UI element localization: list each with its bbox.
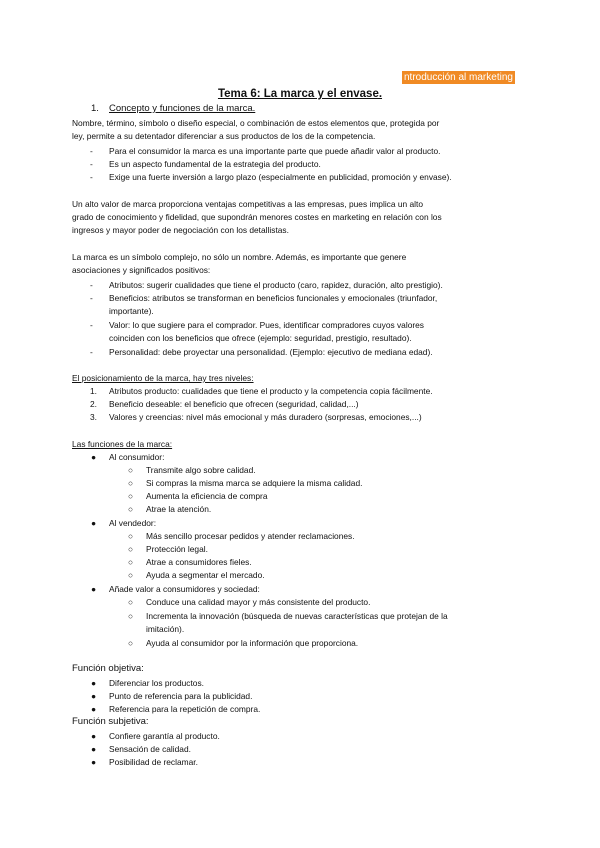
filled-bullet: ● (91, 452, 97, 462)
list-item: Beneficios: atributos se transforman en beneficios funcionales y emocionales (triunfador, (109, 293, 438, 303)
list-item: Confiere garantía al producto. (109, 731, 220, 741)
list-item: Protección legal. (146, 544, 208, 554)
list-item: Personalidad: debe proyectar una personalidad. (Ejemplo: ejecutivo de mediana edad). (109, 347, 433, 357)
course-tag: ntroducción al marketing (404, 72, 513, 83)
dash-bullet: - (90, 146, 93, 156)
list-item: Si compras la misma marca se adquiere la misma calidad. (146, 478, 363, 488)
filled-bullet: ● (91, 757, 97, 767)
filled-bullet: ● (91, 744, 97, 754)
hollow-bullet: ○ (128, 478, 134, 488)
list-item: Más sencillo procesar pedidos y atender reclamaciones. (146, 531, 355, 541)
paragraph-line: grado de conocimiento y fidelidad, que supondrán menores costes en marketing en relación con los (72, 212, 442, 222)
list-item: Atrae la atención. (146, 504, 212, 514)
subsection-heading: Función objetiva: (72, 663, 144, 674)
list-item: Incrementa la innovación (búsqueda de nuevas características que protejan de la (146, 611, 448, 621)
filled-bullet: ● (91, 704, 97, 714)
list-item: Es un aspecto fundamental de la estrategia del producto. (109, 159, 321, 169)
list-item: Sensación de calidad. (109, 744, 191, 754)
paragraph-line: La marca es un símbolo complejo, no sólo un nombre. Además, es importante que genere (72, 252, 407, 262)
list-item-continuation: importante). (109, 306, 154, 316)
list-item: Atributos producto: cualidades que tiene el producto y la competencia copia fácilmente. (109, 386, 433, 396)
list-item: Ayuda al consumidor por la información que proporciona. (146, 638, 359, 648)
list-number: 3. (90, 412, 97, 422)
hollow-bullet: ○ (128, 491, 134, 501)
hollow-bullet: ○ (128, 544, 134, 554)
hollow-bullet: ○ (128, 611, 134, 621)
hollow-bullet: ○ (128, 638, 134, 648)
subsection-heading: El posicionamiento de la marca, hay tres niveles: (72, 373, 254, 383)
list-item: Beneficio deseable: el beneficio que ofrecen (seguridad, calidad,...) (109, 399, 359, 409)
hollow-bullet: ○ (128, 531, 134, 541)
list-item: Punto de referencia para la publicidad. (109, 691, 253, 701)
paragraph-line: asociaciones y significados positivos: (72, 265, 211, 275)
list-item: Valores y creencias: nivel más emocional y más duradero (sorpresas, emociones,...) (109, 412, 422, 422)
filled-bullet: ● (91, 584, 97, 594)
list-item: Añade valor a consumidores y sociedad: (109, 584, 260, 594)
dash-bullet: - (90, 293, 93, 303)
list-item: Aumenta la eficiencia de compra (146, 491, 268, 501)
list-item: Diferenciar los productos. (109, 678, 204, 688)
hollow-bullet: ○ (128, 570, 134, 580)
intro-line: Nombre, término, símbolo o diseño especial, o combinación de estos elementos que, protegida por (72, 118, 440, 128)
filled-bullet: ● (91, 518, 97, 528)
hollow-bullet: ○ (128, 465, 134, 475)
list-number: 1. (90, 386, 97, 396)
list-item: Transmite algo sobre calidad. (146, 465, 256, 475)
list-item: Ayuda a segmentar el mercado. (146, 570, 265, 580)
subsection-heading: Función subjetiva: (72, 716, 149, 727)
dash-bullet: - (90, 280, 93, 290)
intro-line: ley, permite a su detentador diferenciar a sus productos de los de la competencia. (72, 131, 376, 141)
filled-bullet: ● (91, 678, 97, 688)
list-item: Atrae a consumidores fieles. (146, 557, 252, 567)
filled-bullet: ● (91, 691, 97, 701)
list-item: Valor: lo que sugiere para el comprador. Pues, identificar compradores cuyos valores (109, 320, 424, 330)
page-title: Tema 6: La marca y el envase. (217, 88, 383, 100)
list-item: Atributos: sugerir cualidades que tiene el producto (caro, rapidez, duración, alto prestigio). (109, 280, 443, 290)
hollow-bullet: ○ (128, 504, 134, 514)
subsection-heading: Las funciones de la marca: (72, 439, 173, 449)
section-heading: Concepto y funciones de la marca. (109, 103, 256, 114)
list-item: Exige una fuerte inversión a largo plazo (especialmente en publicidad, promoción y envase). (109, 172, 452, 182)
dash-bullet: - (90, 159, 93, 169)
filled-bullet: ● (91, 731, 97, 741)
hollow-bullet: ○ (128, 557, 134, 567)
list-item: Conduce una calidad mayor y más consistente del producto. (146, 597, 371, 607)
hollow-bullet: ○ (128, 597, 134, 607)
list-item: Para el consumidor la marca es una importante parte que puede añadir valor al producto. (109, 146, 441, 156)
paragraph-line: Un alto valor de marca proporciona ventajas competitivas a las empresas, pues implica un alto (72, 199, 423, 209)
dash-bullet: - (90, 347, 93, 357)
list-item-continuation: imitación). (146, 624, 185, 634)
dash-bullet: - (90, 172, 93, 182)
list-item: Referencia para la repetición de compra. (109, 704, 261, 714)
list-item: Al consumidor: (109, 452, 165, 462)
list-item-continuation: coinciden con los beneficios que ofrece (ejemplo: seguridad, prestigio, resultado). (109, 333, 412, 343)
paragraph-line: ingresos y mayor poder de negociación con los detallistas. (72, 225, 289, 235)
dash-bullet: - (90, 320, 93, 330)
list-item: Posibilidad de reclamar. (109, 757, 198, 767)
section-number: 1. (91, 103, 99, 114)
list-number: 2. (90, 399, 97, 409)
list-item: Al vendedor: (109, 518, 157, 528)
